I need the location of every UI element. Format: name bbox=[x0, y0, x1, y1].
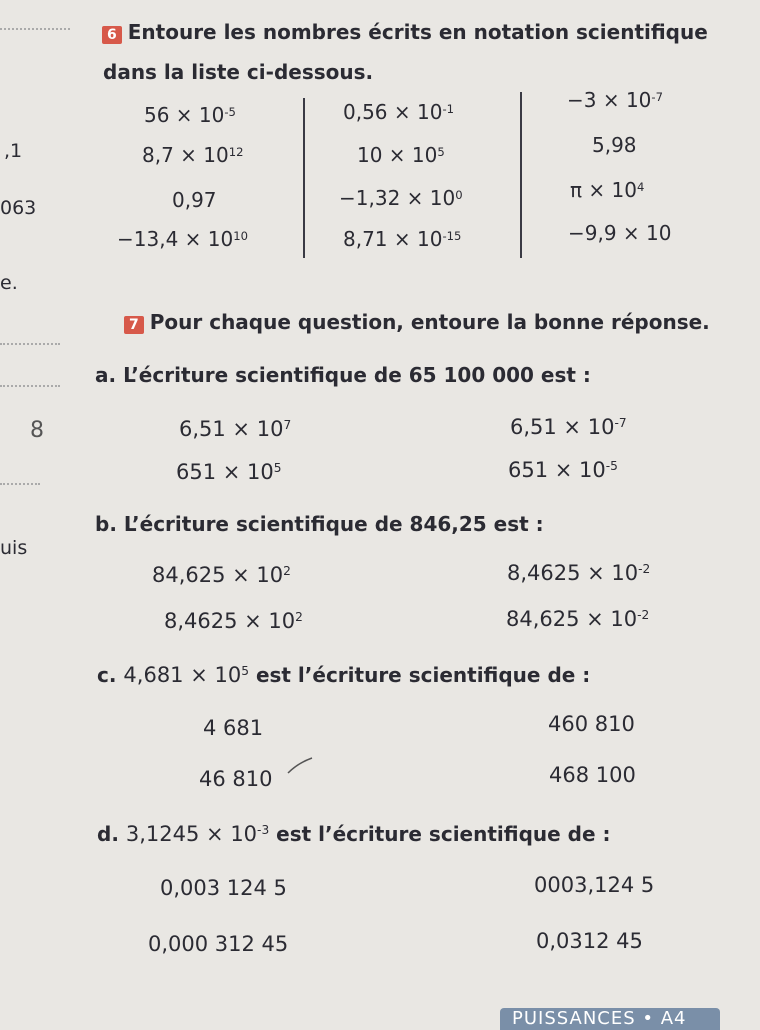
answer-option[interactable]: $6,51 \times 10^{-7}$ bbox=[510, 415, 627, 439]
question-label: b. bbox=[95, 512, 117, 536]
number-item[interactable]: 0,97 bbox=[172, 188, 217, 212]
dotted-line bbox=[0, 28, 70, 30]
question-d bbox=[97, 822, 611, 846]
question-text: L’écriture scientifique de 65 100 000 est : bbox=[123, 363, 591, 387]
margin-fragment: 8 bbox=[30, 418, 44, 443]
answer-option[interactable]: 0,003 124 5 bbox=[160, 876, 287, 900]
answer-option[interactable]: 468 100 bbox=[549, 763, 636, 787]
question-label: c. bbox=[97, 663, 117, 687]
question-number: $4,681 \times 10^5$ bbox=[123, 663, 249, 687]
pen-mark bbox=[286, 755, 316, 777]
exercise6-instruction: 6 Entoure les nombres écrits en notation scientifique bbox=[102, 20, 708, 44]
margin-fragment: e. bbox=[0, 272, 18, 294]
number-item[interactable]: 5,98 bbox=[592, 133, 637, 157]
dotted-line bbox=[0, 343, 60, 345]
answer-option[interactable]: 460 810 bbox=[548, 712, 635, 736]
column-divider bbox=[303, 98, 305, 258]
number-item[interactable]: $0,56 \times 10^{-1}$ bbox=[343, 100, 455, 124]
question-text: est l’écriture scientifique de : bbox=[255, 663, 591, 687]
dotted-line bbox=[0, 483, 40, 485]
answer-option[interactable]: $8,4625 \times 10^2$ bbox=[164, 609, 303, 633]
number-item[interactable]: $56 \times 10^{-5}$ bbox=[144, 103, 236, 127]
number-item[interactable]: $\pi \times 10^4$ bbox=[570, 178, 645, 202]
question-label: d. bbox=[97, 822, 119, 846]
number-item[interactable]: $8,7 \times 10^{12}$ bbox=[142, 143, 244, 167]
exercise6-instruction-line2: dans la liste ci-dessous. bbox=[103, 60, 374, 84]
margin-fragment: 063 bbox=[0, 197, 37, 219]
exercise7-number: 7 bbox=[124, 316, 144, 334]
number-item[interactable]: $-3 \times 10^{-7}$ bbox=[567, 88, 663, 112]
answer-option[interactable]: 4 681 bbox=[203, 716, 264, 740]
question-c bbox=[97, 663, 590, 687]
answer-option[interactable]: 0,000 312 45 bbox=[148, 932, 289, 956]
question-b bbox=[95, 512, 544, 536]
number-item[interactable]: −9,9 × 10 bbox=[568, 221, 672, 245]
footer-chapter: PUISSANCES • A4 bbox=[512, 1008, 687, 1029]
margin-fragment: uis bbox=[0, 537, 28, 559]
answer-option[interactable]: 46 810 bbox=[199, 767, 273, 791]
exercise7-instruction: 7 Pour chaque question, entoure la bonne réponse. bbox=[124, 310, 710, 334]
question-number: $3,1245 \times 10^{-3}$ bbox=[125, 822, 270, 846]
exercise6-number: 6 bbox=[102, 26, 122, 44]
number-item[interactable]: $-13,4 \times 10^{10}$ bbox=[117, 227, 248, 251]
answer-option[interactable]: $6,51 \times 10^7$ bbox=[179, 417, 292, 441]
answer-option[interactable]: $8,4625 \times 10^{-2}$ bbox=[507, 561, 651, 585]
question-a bbox=[95, 363, 591, 387]
number-item[interactable]: $-1,32 \times 10^0$ bbox=[339, 186, 463, 210]
question-text: est l’écriture scientifique de : bbox=[276, 822, 611, 846]
question-text: L’écriture scientifique de 846,25 est : bbox=[123, 512, 544, 536]
answer-option[interactable]: $651 \times 10^5$ bbox=[176, 460, 282, 484]
answer-option[interactable]: $651 \times 10^{-5}$ bbox=[508, 458, 618, 482]
number-item[interactable]: $10 \times 10^5$ bbox=[357, 143, 445, 167]
answer-option[interactable]: 0,0312 45 bbox=[536, 929, 643, 953]
dotted-line bbox=[0, 385, 60, 387]
answer-option[interactable]: $84,625 \times 10^2$ bbox=[152, 563, 291, 587]
answer-option[interactable]: 0003,124 5 bbox=[534, 873, 655, 897]
column-divider bbox=[520, 92, 522, 258]
margin-fragment: ,1 bbox=[4, 140, 23, 162]
number-item[interactable]: $8,71 \times 10^{-15}$ bbox=[343, 227, 462, 251]
answer-option[interactable]: $84,625 \times 10^{-2}$ bbox=[506, 607, 650, 631]
question-label: a. bbox=[95, 363, 117, 387]
